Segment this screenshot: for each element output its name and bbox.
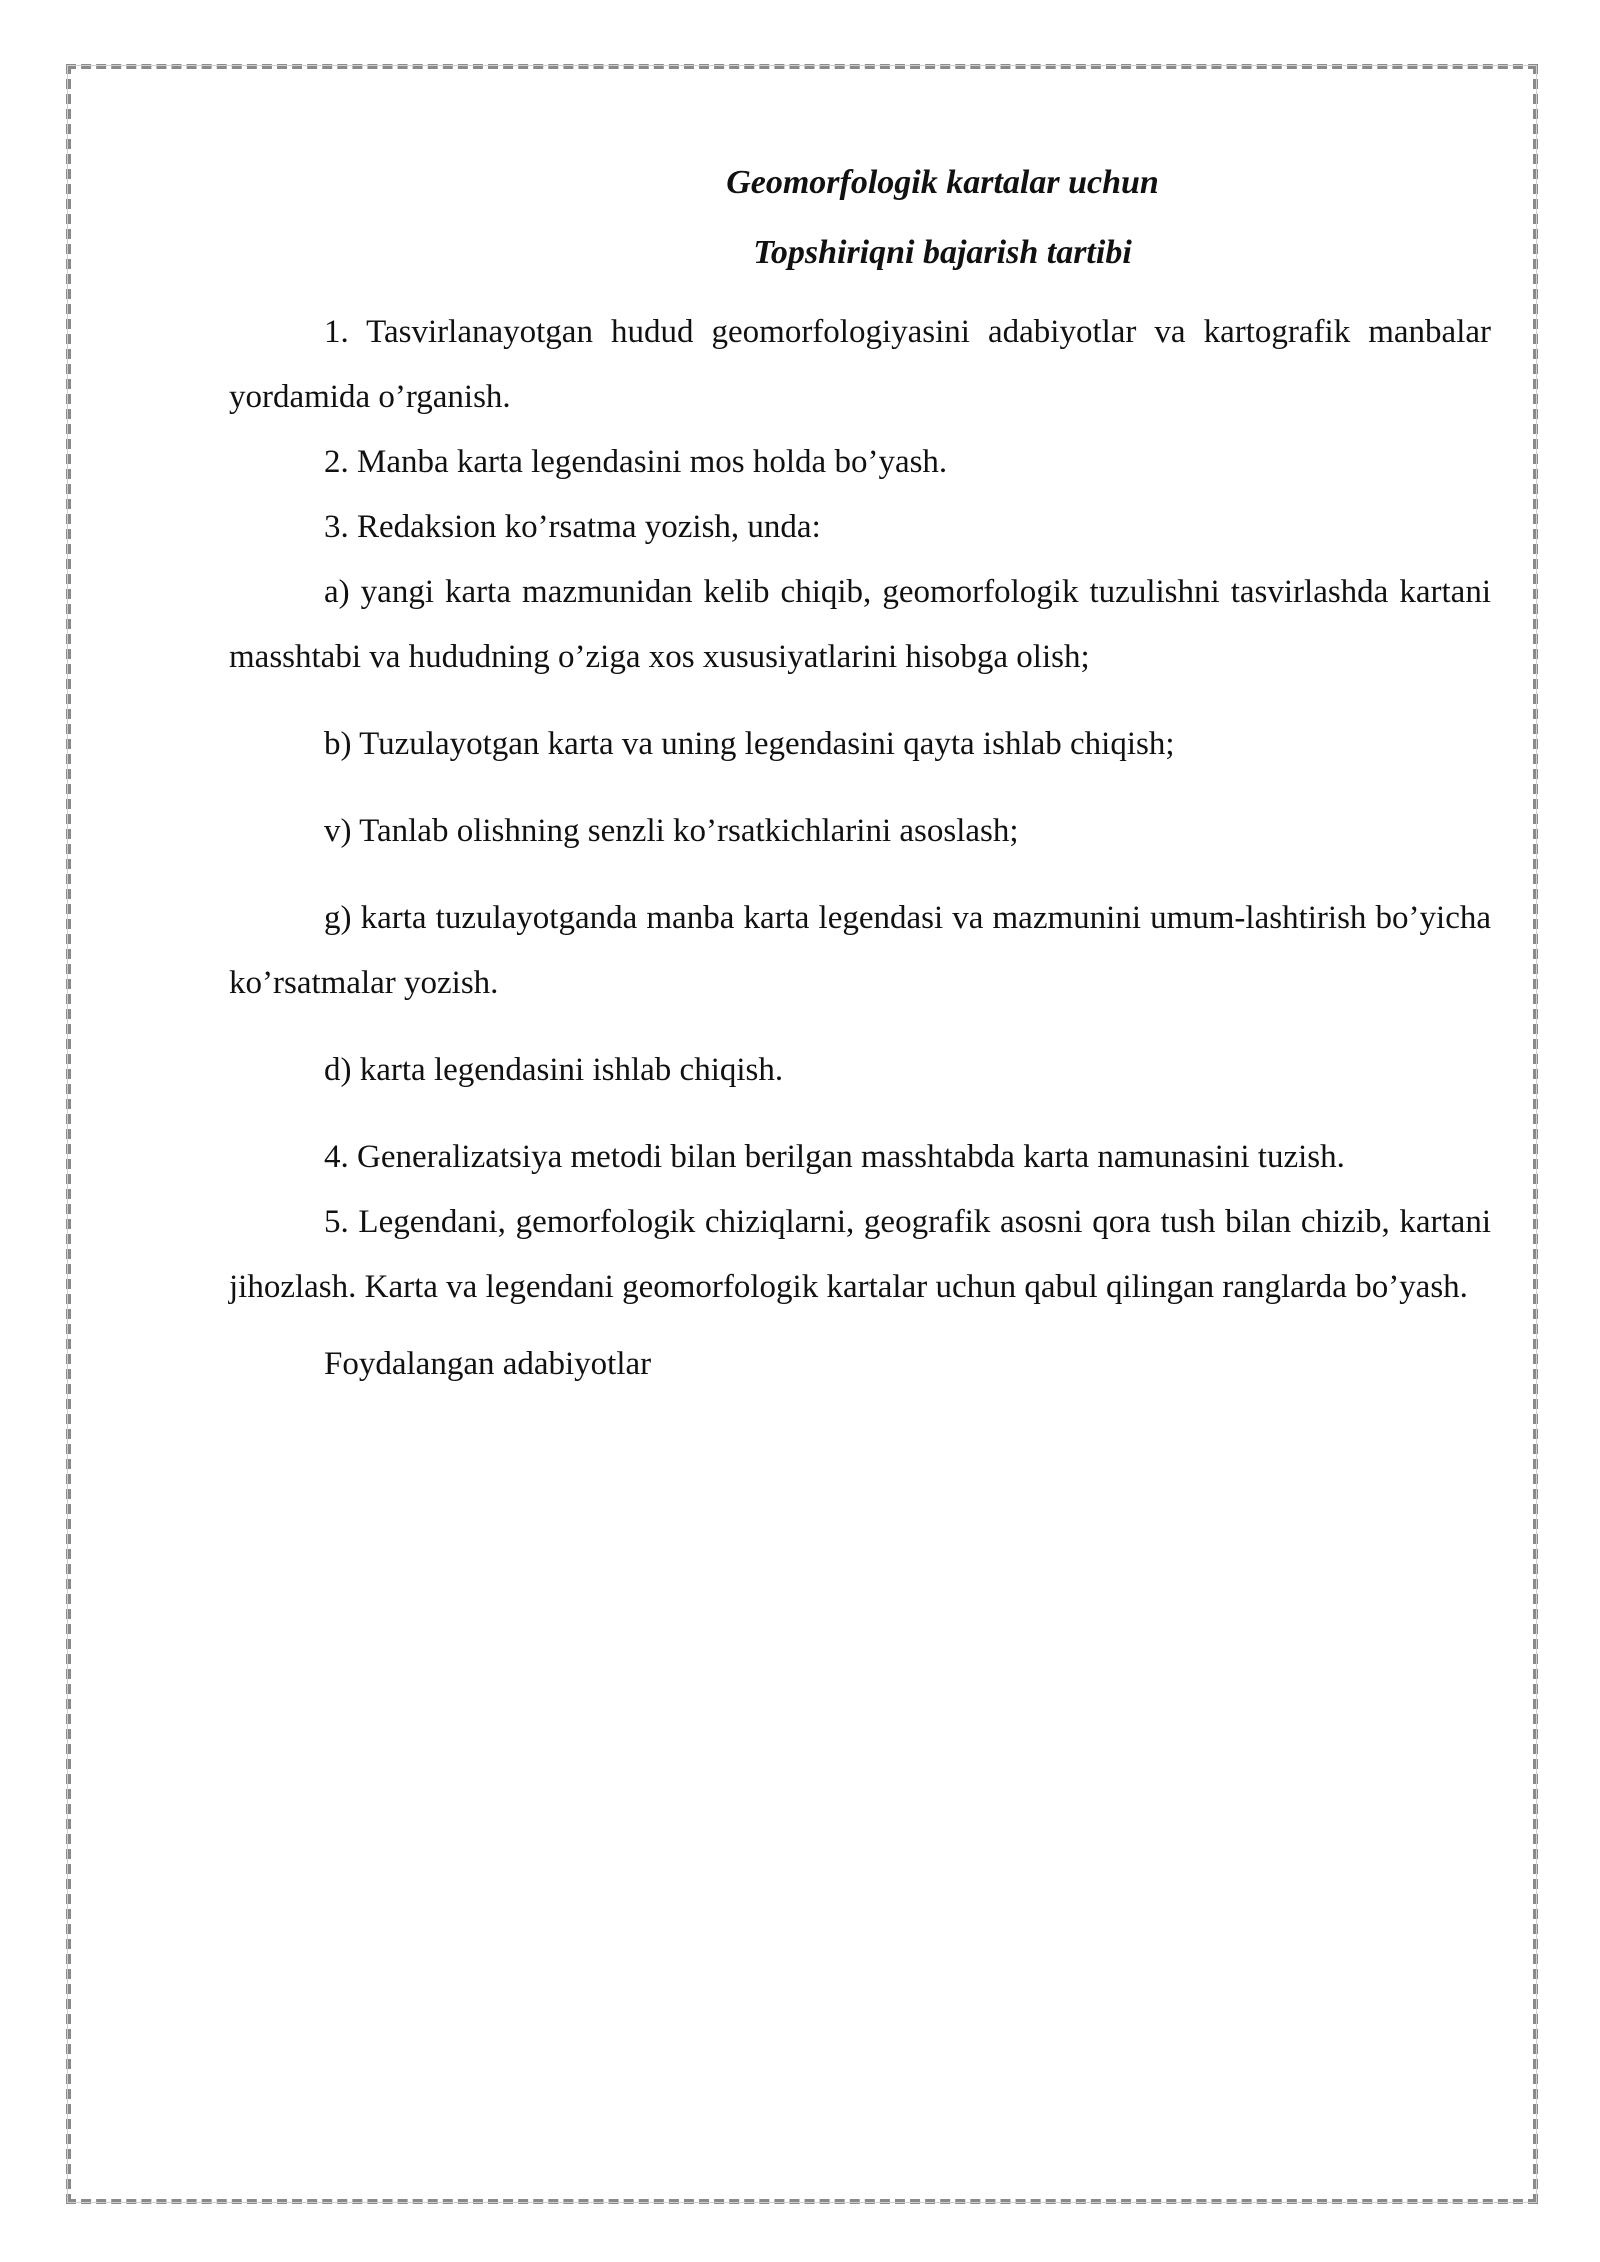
references-heading: Foydalangan adabiyotlar [324,1346,652,1382]
paragraph-4: 4. Generalizatsiya metodi bilan berilgan masshtabda karta namunasini tuzish. [324,1139,1345,1175]
document-title: Geomorfologik kartalar uchun [726,164,1159,201]
paragraph-3: 3. Redaksion ko’rsatma yozish, unda: [324,509,821,545]
paragraph-3v: v) Tanlab olishning senzli ko’rsatkichlarini asoslash; [324,813,1019,849]
paragraph-3a: a) yangi karta mazmunidan kelib chiqib, geomorfologik tuzulishni tasvirlashda kartani masshtabi va hududning o’ziga xos xususiyatlarini hisobga olish; [229,574,1491,675]
paragraph-5: 5. Legendani, gemorfologik chiziqlarni, geografik asosni qora tush bilan chizib, kartani jihozlash. Karta va legendani geomorfologik kartalar uchun qabul qilingan ranglarda bo’yash. [229,1204,1491,1305]
paragraph-2: 2. Manba karta legendasini mos holda bo’yash. [324,444,948,480]
paragraph-3g: g) karta tuzulayotganda manba karta legendasi va mazmunini umum-lashtirish bo’yicha ko’rsatmalar yozish. [229,900,1491,1001]
paragraph-3d: d) karta legendasini ishlab chiqish. [324,1052,784,1088]
paragraph-1: 1. Tasvirlanayotgan hudud geomorfologiyasini adabiyotlar va kartografik manbalar yordamida o’rganish. [229,314,1491,415]
document-body [229,148,1491,1397]
paragraph-3b: b) Tuzulayotgan karta va uning legendasini qayta ishlab chiqish; [324,726,1175,762]
document-subtitle: Topshiriqni bajarish tartibi [753,234,1132,271]
